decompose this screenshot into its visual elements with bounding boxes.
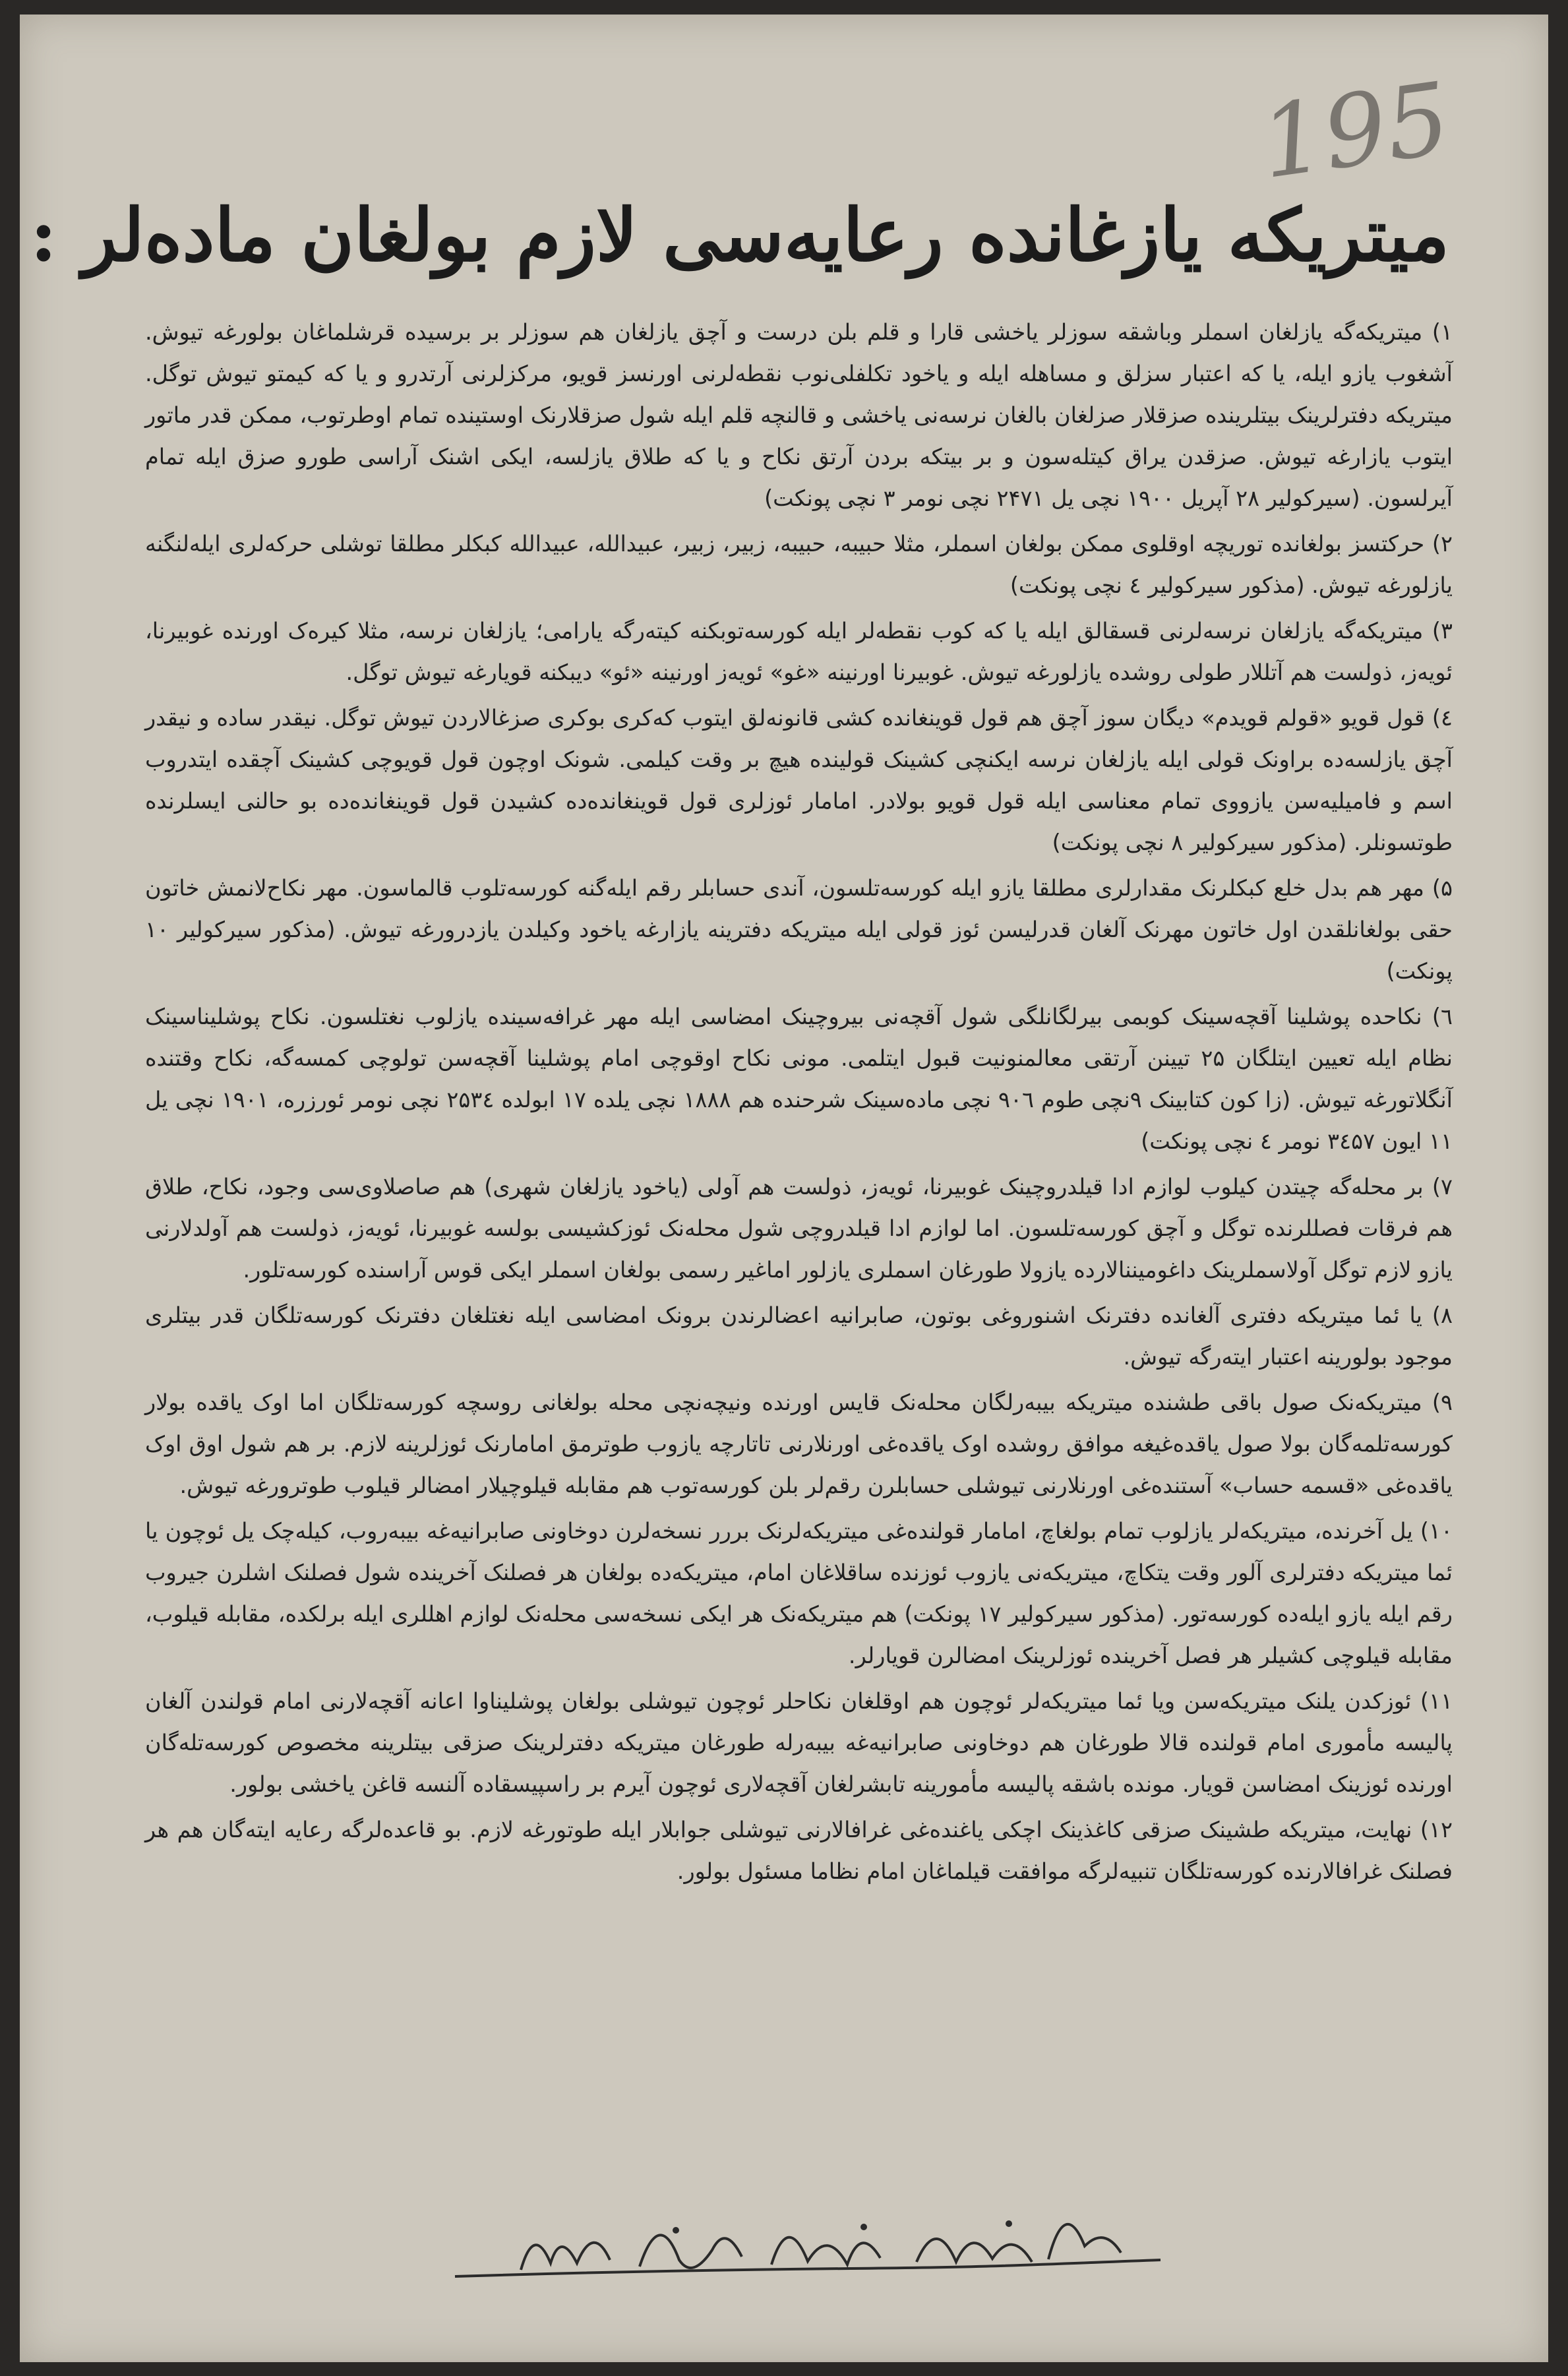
paragraph-10: ۱۰) یل آخرنده، میتریکه‌لر یازلوب تمام بولغاچ، امامار قولنده‌غی میتریکه‌لرنک بررر نسخه‌لرن دوخاونی صابرانیه‌غه بیبه‌روب، کیله‌چک یل ئوچون یا ئما میتریکه دفترلری آلور وقت یتکاچ، میتریکه‌نی یازوب ئوزنده ساقلاغان امام، میتریکه‌ده بولغان هر فصلنک آخرینده شول فصلنک اشلرن جیروب رقم ایله یازو ایله‌ده کورسه‌تور. (مذکور سیرکولیر ۱۷ پونکت) هم میتریکه‌نک هر ایکی نسخه‌سی محله‌نک لوازم اهللری ایله برلکده، مقابله قیلوب، مقابله قیلوچی کشیلر هر فصل آخرینده ئوزلرینک امضالرن قویارلر. [145,1518,1453,1668]
document-title: میتریکه یازغانده رعایه‌سی لازم بولغان ماده‌لر : [30,193,1449,278]
paragraph-7: ۷) بر محله‌گه چیتدن کیلوب لوازم ادا قیلدروچینک غوبیرنا، ئویه‌ز، ذولست هم آولی (یاخود یازلغان شهری) هم صاصلاوی‌سی وجود، نکاح، طلاق هم فرقات فصللرنده توگل و آچق کورسه‌تلسون. اما لوازم ادا قیلدروچی شول محله‌نک ئوزکشیسی بولسه غوبیرنا، ئویه‌ز، ذولست هم آولدلارنی یازو لازم توگل آولاسملرینک داغومیننالارده یازولا طورغان اسملری یازلور اماغیر رسمی بولغان اسملر ایکی قوس آراسنده کورسه‌تلور. [145,1174,1453,1283]
paragraph-2: ۲) حرکتسز بولغانده توریچه اوقلوی ممکن بولغان اسملر، مثلا حبیبه، حبیبه، زبیر، زبیر، عبیدالله، عبیدالله کبکلر مطلقا توشلی حرکه‌لری ایله‌لنگنه یازلورغه تیوش. (مذکور سیرکولیر ٤ نچی پونکت) [145,531,1453,598]
paragraph-5: ۵) مهر هم بدل خلع کبکلرنک مقدارلری مطلقا یازو ایله کورسه‌تلسون، آندی حسابلر رقم ایله‌گنه کورسه‌تلوب قالماسون. مهر نکاح‌لانمش خاتون حقی بولغانلقدن اول خاتون مهرنک آلغان قدرلیسن ئوز قولی ایله میتریکه دفترینه یازارغه یاخود وکیلدن یازدرورغه تیوش. (مذکور سیرکولیر ۱۰ پونکت) [145,875,1453,984]
paragraph-4: ٤) قول قویو «قولم قویدم» دیگان سوز آچق هم قول قوینغانده کشی قانونه‌لق ایتوب که‌کری بوکری صزغالاردن تیوش توگل. نیقدر ساده و نیقدر آچق یازلسه‌ده براونک قولی ایله یازلغان نرسه ایکنچی کشینک قولینده هیچ بر وقت کیلمی. شونک اوچون قول قویوچی کشینک آچقده ایتدروب اسم و فامیلیه‌سن یازووی تمام معناسی ایله قول قویو بولادر. امامار ئوزلری قول قوینغانده‌ده کشیدن قول قوینغانده‌ده بو حالنی ایسلرنده طوتسونلر. (مذکور سیرکولیر ۸ نچی پونکت) [145,705,1453,855]
paragraph-8: ۸) یا ئما میتریکه دفتری آلغانده دفترنک اشنوروغی بوتون، صابرانیه اعضالرندن برونک امضاسی ایله نغتلغان دفترنک کورسه‌تلگان قدر بیتلری موجود بولورینه اعتبار ایته‌رگه تیوش. [145,1302,1453,1370]
paragraph-9: ۹) میتریکه‌نک صول باقی طشنده میتریکه بیبه‌رلگان محله‌نک قایس اورنده ونیچه‌نچی محله بولغانی روسچه کورسه‌تلگان اما اوک یاقده بولار کورسه‌تلمه‌گان بولا صول یاقده‌غیغه موافق روشده اوک یاقده‌غی اورنلارنی تاتارچه یازوب طوترمق امامارنک ئوزلرینه لازم. بر هم شول اوق اوک یاقده‌غی «قسمه حساب» آستنده‌غی اورنلارنی تیوشلی حسابلرن رقم‌لر بلن کورسه‌توب هم مقابله قیلوچیلار امضالر قیلوب طوترورغه تیوش. [145,1389,1453,1498]
paragraph-1: ۱) میتریکه‌گه یازلغان اسملر وباشقه سوزلر یاخشی قارا و قلم بلن درست و آچق یازلغان هم سوزلر بر برسیده قرشلماغان بولورغه تیوش. آشغوب یازو ایله، یا که اعتبار سزلق و مساهله ایله و یاخود تکلفلی‌نوب نقطه‌لرنی اورنسز قویو، مرکزلرنی آرتدرو و یا که کیمتو تیوش توگل. میتریکه دفترلرینک بیتلرینده صزقلار صزلغان بالغان نرسه‌نی یاخشی و قالنچه قلم ایله شول صزقلارنک اوستینده تمام اوطرتوب، ممکن قدر ماتور ایتوب یازارغه تیوش. صزقدن یراق کیتله‌سون و بر بیتکه بردن آرتق نکاح و یا که طلاق یازلسه، ایکی اشنک آراسی طورو صزق ایله تمام آیرلسون. (سیرکولیر ۲۸ آپریل ۱۹۰۰ نچی یل ۲۴۷۱ نچی نومر ۳ نچی پونکت) [145,319,1453,511]
document-page [20,15,1548,2362]
page-number: 195 [1253,61,1457,202]
paragraph-12: ۱۲) نهایت، میتریکه طشینک صزقی کاغذینک اچکی یاغنده‌غی غرافالارنی تیوشلی جوابلار ایله طوتورغه لازم. بو قاعده‌لرگه رعایه ایته‌گان هم هر فصلنک غرافالارنده کورسه‌تلگان تنبیه‌لرگه موافقت قیلماغان امام نظاما مسئول بولور. [145,1817,1453,1884]
signature-drawing [442,2191,1180,2296]
document-body [145,311,1453,1896]
paragraph-3: ۳) میتریکه‌گه یازلغان نرسه‌لرنی قسقالق ایله یا که کوب نقطه‌لر ایله کورسه‌توبکنه کیته‌رگه یارامی؛ یازلغان نرسه، مثلا کیره‌ک اورنده غوبیرنا، ئویه‌ز، ذولست هم آتللار طولی روشده یازلورغه تیوش. غوبیرنا اورنینه «غو» ئویه‌ز اورنینه «ئو» دیبکنه قویارغه تیوش توگل. [145,618,1453,685]
handwritten-signature [442,2191,1180,2296]
paragraph-6: ٦) نکاحده پوشلینا آقچه‌سینک کوبمی بیرلگانلگی شول آقچه‌نی بیروچینک امضاسی ایله مهر غرافه‌سینده یازلوب نغتلسون. نکاح پوشلیناسینک نظام ایله تعیین ایتلگان ۲۵ تیینن آرتقی معالمنونیت قبول ایتلمی. مونی نکاح اوقوچی امام پوشلینا آقچه‌سن تولوچی کمسه‌گه، نکاح وقتنده آنگلاتورغه تیوش. (زا کون کتابینک ۹نچی طوم ۹۰٦ نچی ماده‌سینک شرحنده هم ۱۸۸۸ نچی یلده ۱۷ ابولده ۲۵۳٤ نچی نومر ئورزره، ۱۹۰۱ نچی یل ۱۱ ایون ۳٤۵۷ نومر ٤ نچی پونکت) [145,1004,1453,1154]
paragraph-11: ۱۱) ئوزکدن یلنک میتریکه‌سن ویا ئما میتریکه‌لر ئوچون هم اوقلغان نکاحلر ئوچون تیوشلی بولغان پوشلیناوا اعانه آقچه‌لارنی امام قولندن آلغان پالیسه مأموری امام قولنده قالا طورغان هم دوخاونی صابرانیه‌غه بیبه‌رله طورغان میتریکه دفترلرینک صزقی بیتلرینه مخصوص کورسه‌تله‌گان اورنده ئوزینک امضاسن قویار. مونده باشقه پالیسه مأمورینه تابشرلغان آقچه‌لاری ئوچون آیرم بر راسپیسقاده آلنسه قاغن یاخشی بولور. [145,1688,1453,1797]
